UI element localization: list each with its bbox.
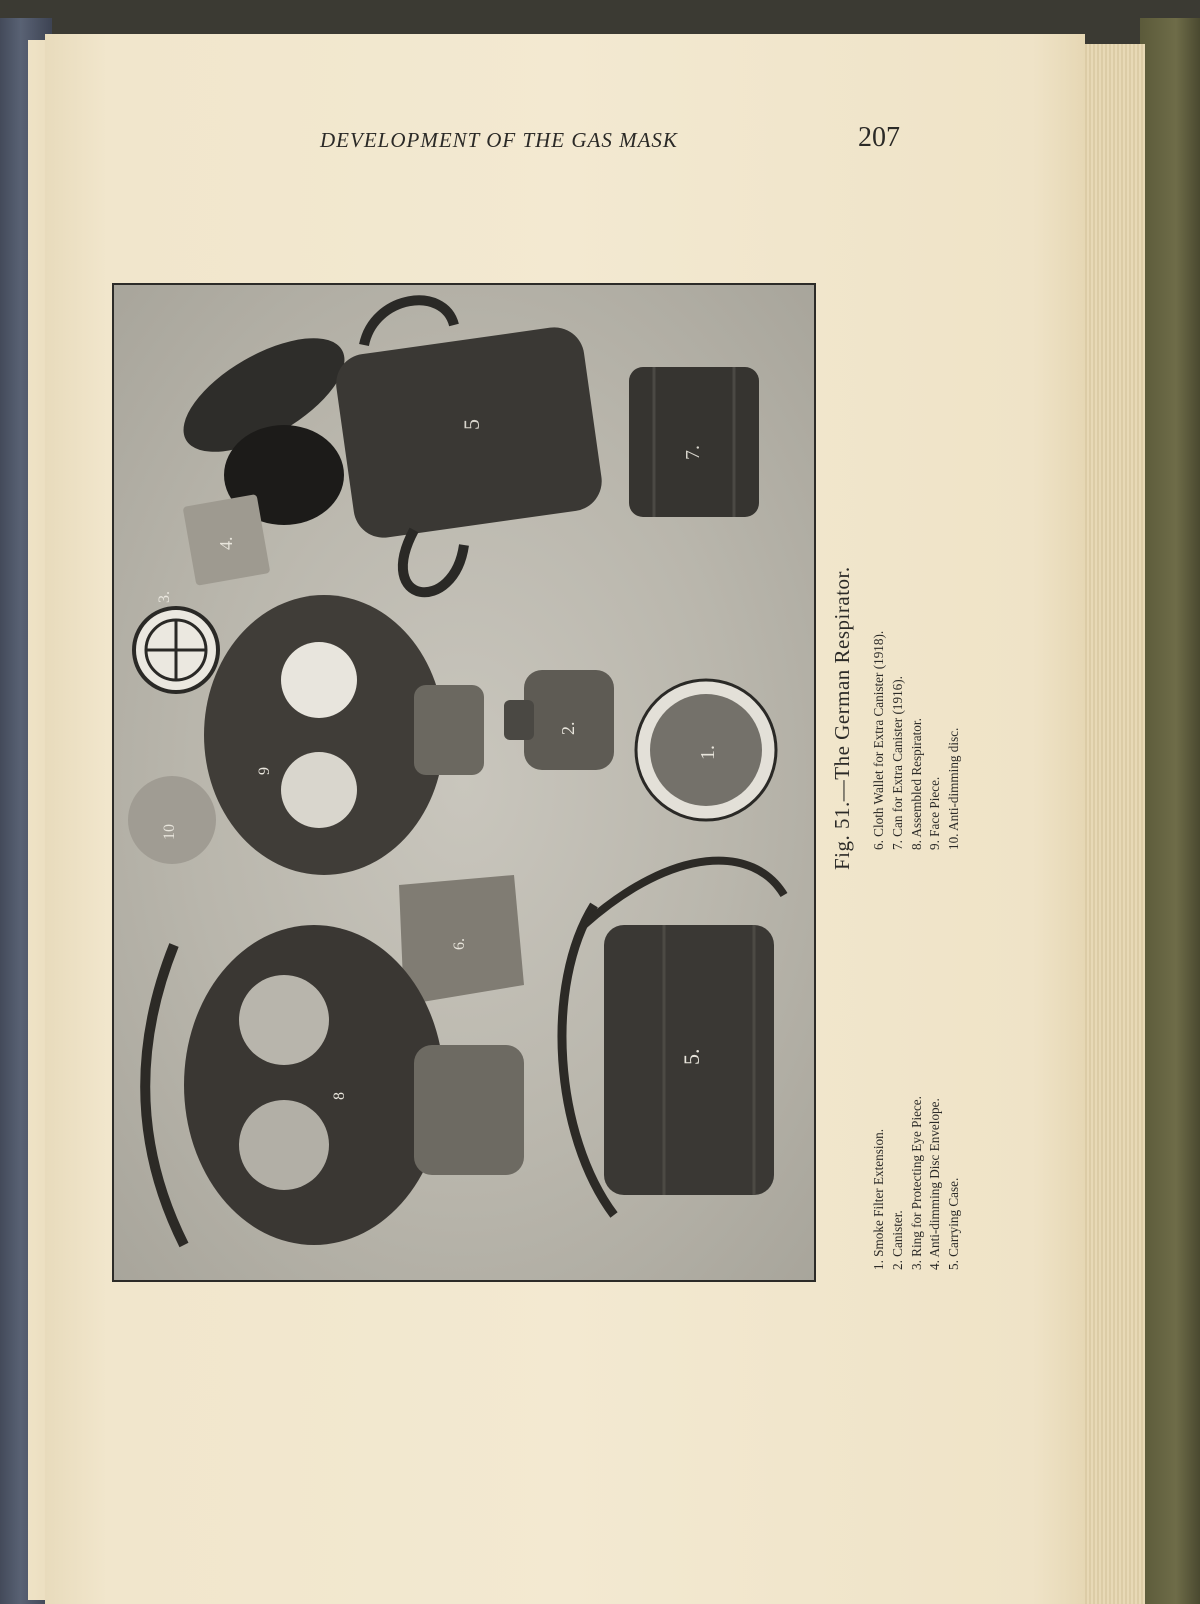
legend-item: 6. Cloth Wallet for Extra Canister (1918).: [871, 630, 886, 850]
figure-caption-block: [822, 330, 962, 1270]
svg-text:10: 10: [161, 824, 178, 840]
eye-piece-ring: [134, 591, 218, 692]
svg-text:2.: 2.: [558, 721, 578, 735]
svg-text:7.: 7.: [682, 445, 704, 460]
legend-right: [870, 631, 964, 850]
legend-item: 1. Smoke Filter Extension.: [871, 1128, 886, 1270]
figure-title: —The German Respirator.: [830, 566, 854, 802]
legend-item: 3. Ring for Protecting Eye Piece.: [908, 1096, 924, 1270]
svg-text:3.: 3.: [156, 591, 173, 603]
svg-text:4.: 4.: [216, 536, 236, 550]
running-head: DEVELOPMENT OF THE GAS MASK: [320, 128, 678, 152]
legend-item: 8. Assembled Respirator.: [908, 718, 924, 850]
smoke-filter-extension: [636, 680, 776, 820]
legend-item: 9. Face Piece.: [927, 776, 943, 850]
legend-left: [870, 1096, 964, 1270]
legend-item: 2. Canister.: [889, 1210, 905, 1270]
figure-photograph: [112, 283, 816, 1282]
page-number: 207: [858, 122, 900, 153]
svg-text:5.: 5.: [679, 1048, 704, 1065]
figure-caption: [830, 566, 855, 870]
svg-text:6.: 6.: [451, 938, 468, 950]
legend-item: 4. Anti-dimming Disc Envelope.: [927, 1098, 943, 1270]
figure-label: Fig. 51.: [830, 801, 854, 870]
canister: [504, 670, 614, 770]
carrying-case-closed: [562, 861, 784, 1215]
svg-text:5: 5: [459, 419, 484, 430]
extra-canister-can: [629, 367, 759, 517]
page-edges: [1075, 44, 1145, 1604]
legend-item: 7. Can for Extra Canister (1916).: [889, 676, 905, 850]
face-piece: [204, 595, 484, 875]
cloth-wallet: [399, 875, 524, 1005]
book-cover-right: [1140, 18, 1200, 1604]
svg-text:8: 8: [331, 1092, 348, 1100]
anti-dimming-disc: [128, 776, 216, 864]
legend-item: 5. Carrying Case.: [946, 1177, 962, 1270]
anti-dimming-envelope: [183, 494, 271, 586]
svg-text:1.: 1.: [697, 745, 719, 760]
photograph-illustration: [114, 285, 814, 1280]
legend-item: 10. Anti-dimming disc.: [946, 727, 962, 850]
svg-text:9: 9: [256, 767, 273, 775]
